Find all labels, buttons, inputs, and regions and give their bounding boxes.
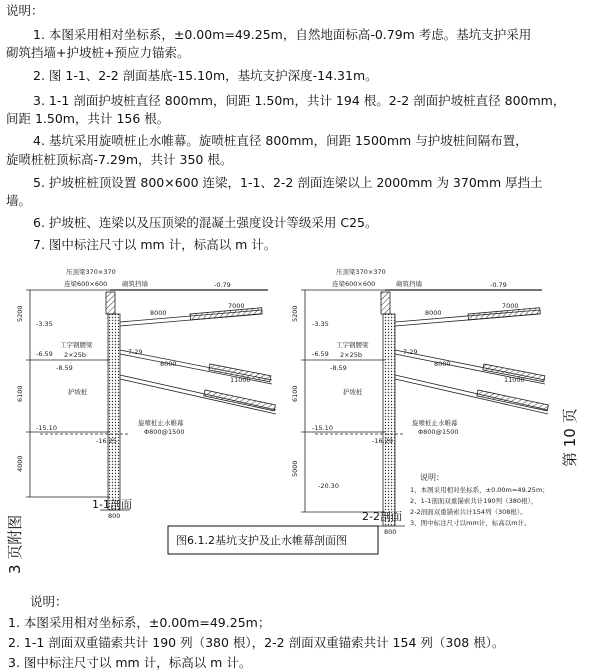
bottom-note-1: 1. 本图采用相对坐标系，±0.00m=49.25m； [8,615,271,630]
s1-anchor2-a: 8000 [160,360,177,368]
note-7: 7. 图中标注尺寸以 mm 计，标高以 m 计。 [33,237,277,252]
s1-base-width: 800 [108,512,121,520]
s1-level-4: -15.10 [36,424,57,432]
inner-notes-heading: 说明： [420,473,444,482]
s2-jet-top: 7.29 [403,348,418,356]
s2-dim-a: 5200 [291,305,299,322]
inner-note-1: 1、本图采用相对坐标系，±0.00m=49.25m； [410,486,549,494]
note-2: 2. 图 1-1、2-2 剖面基底-15.10m，基坑支护深度-14.31m。 [33,68,378,83]
s1-dim-a: 5200 [16,305,24,322]
s2-waler-label: 工字钢腰梁 [336,341,369,349]
s2-dim-c: 5000 [291,460,299,477]
note-4-line2: 旋喷桩桩顶标高-7.29m，共计 350 根。 [6,152,233,167]
bottom-notes [0,584,594,671]
s2-pile-label: 护坡桩 [343,388,363,396]
s1-anchor1-a: 8000 [150,309,167,317]
s2-level-6: -20.30 [318,482,339,490]
s2-dim-b: 6100 [291,385,299,402]
note-1-line1: 1. 本图采用相对坐标系，±0.00m=49.25m，自然地面标高-0.79m 考虑。基坑支护采用 [33,27,532,42]
side-label-left: 3 页附图 [6,514,24,574]
notes-heading: 说明： [6,3,44,18]
figure-caption: 图6.1.2基坑支护及止水帷幕剖面图 [176,534,347,547]
s2-ground-level: -0.79 [490,281,507,289]
s1-waler-size: 2×25b [64,351,86,359]
section-drawing [0,262,594,584]
s1-wall-label: 砌筑挡墙 [122,280,148,288]
s2-level-3: -8.59 [330,364,347,372]
s1-anchor2-b: 11000 [230,376,251,384]
s1-anchor1-b: 7000 [228,302,245,310]
inner-note-2: 2、1-1剖面双重锚索共计190列（380根）， [410,497,538,505]
s1-coping-label: 压顶梁370×370 [66,268,116,276]
s2-waler-size: 2×25b [340,351,362,359]
s2-coping-label: 压顶梁370×370 [336,268,386,276]
s2-base-width: 800 [384,528,397,536]
section-1-1-title: 1-1剖面 [92,498,132,511]
side-label-right: 第 10 页 [561,408,579,467]
s2-anchor1-b: 7000 [502,302,519,310]
inner-notes [410,472,549,527]
section-2-2-title: 2-2剖面 [362,510,402,523]
s1-level-2: -6.59 [36,350,53,358]
bottom-notes-heading: 说明： [30,594,68,609]
note-6: 6. 护坡桩、连梁以及压顶梁的混凝土强度设计等级采用 C25。 [33,215,378,230]
s1-pile-label: 护坡桩 [68,388,88,396]
s2-jet-curtain: 旋喷桩止水帷幕 [412,419,458,427]
note-4-line1: 4. 基坑采用旋喷桩止水帷幕。旋喷桩直径 800mm，间距 1500mm 与护坡桩间隔布置， [33,133,528,148]
section-2-2-labels [291,267,525,536]
s2-wall-label: 砌筑挡墙 [396,280,422,288]
s2-anchor2-a: 8000 [434,360,451,368]
s2-level-2: -6.59 [312,350,329,358]
s1-jet-top: 7.29 [128,348,143,356]
note-3-line1: 3. 1-1 剖面护坡桩直径 800mm，间距 1.50m，共计 194 根。2-2 剖面护坡桩直径 800mm， [33,93,566,108]
bottom-note-2: 2. 1-1 剖面双重锚索共计 190 列（380 根），2-2 剖面双重锚索共计 154 列（308 根）。 [8,635,505,650]
note-5-line1: 5. 护坡桩桩顶设置 800×600 连梁，1-1、2-2 剖面连梁以上 2000mm 为 370mm 厚挡土 [33,175,543,190]
s1-tiebeam-label: 连梁600×600 [64,280,108,288]
s1-jet-curtain: 旋喷桩止水帷幕 [138,419,184,427]
note-5-line2: 墙。 [6,193,32,208]
inner-note-4: 3、图中标注尺寸以mm计，标高以m计。 [410,519,531,527]
note-3-line2: 间距 1.50m，共计 156 根。 [6,111,170,126]
s1-dim-c: 4000 [16,455,24,472]
bottom-note-3: 3. 图中标注尺寸以 mm 计，标高以 m 计。 [8,655,252,670]
s2-anchor1-a: 8000 [425,309,442,317]
s1-level-3: -8.59 [56,364,73,372]
top-notes [0,0,594,262]
s2-level-4: -15.10 [312,424,333,432]
s2-level-5: -16.29 [372,437,393,445]
inner-note-3: 2-2剖面双重锚索共计154列（308根）。 [410,508,527,516]
section-1-1 [26,290,276,510]
s1-ground-level: -0.79 [214,281,231,289]
s2-tiebeam-label: 连梁600×600 [332,280,376,288]
note-1-line2: 砌筑挡墙+护坡桩+预应力锚索。 [6,45,190,60]
s1-dim-b: 6100 [16,385,24,402]
s2-anchor2-b: 11000 [504,376,525,384]
s2-jet-size: Φ800@1500 [418,428,459,436]
s1-waler-label: 工字钢腰梁 [60,341,93,349]
s1-level-1: -3.35 [36,320,53,328]
s2-level-1: -3.35 [312,320,329,328]
s1-jet-size: Φ800@1500 [144,428,185,436]
s1-level-5: -16.25 [96,437,117,445]
